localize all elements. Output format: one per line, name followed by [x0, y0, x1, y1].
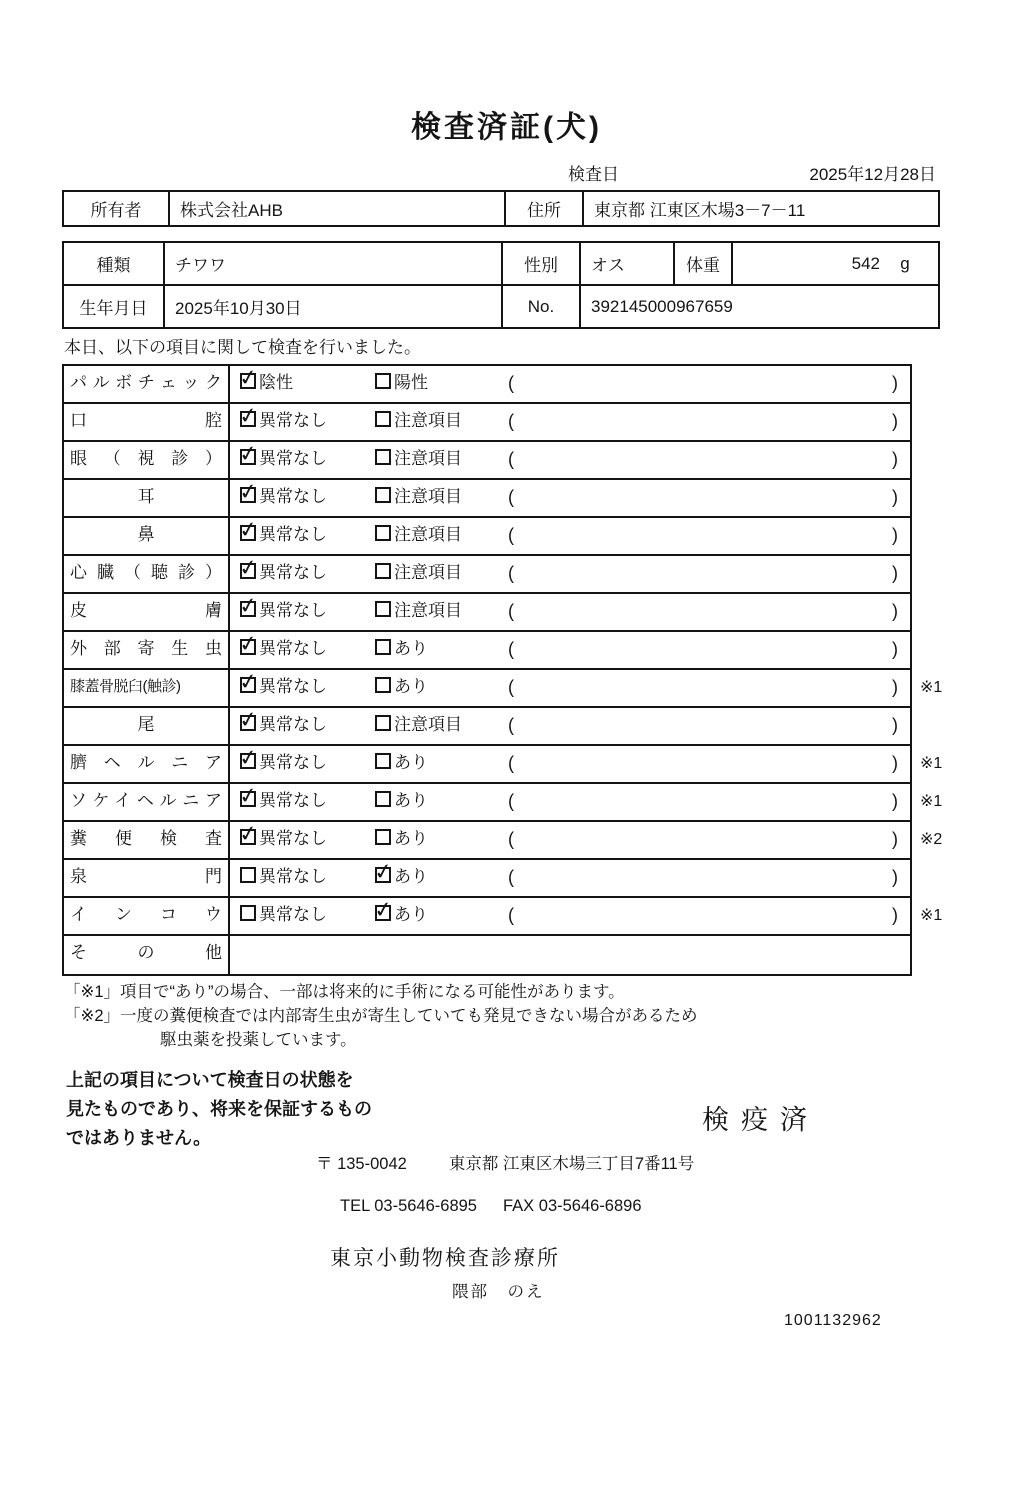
checkbox-icon — [375, 677, 391, 693]
checkbox-checked-icon — [237, 819, 260, 848]
check-option-label: あり — [394, 677, 428, 696]
check-item-label: 口腔 — [64, 404, 230, 440]
paren-close: ) — [892, 373, 898, 393]
check-option — [237, 439, 327, 476]
inspection-date-label: 検査日 — [568, 165, 619, 184]
breed-label: 種類 — [64, 243, 165, 284]
check-item-label: 眼（視診） — [64, 442, 230, 478]
check-row-content — [230, 705, 910, 744]
check-option — [237, 743, 327, 780]
check-item-label: 尾 — [64, 708, 230, 744]
check-option-label: あり — [394, 829, 428, 848]
check-option — [372, 857, 428, 894]
checkbox-checked-icon — [372, 857, 395, 886]
check-option — [375, 746, 428, 780]
check-row-content — [230, 515, 910, 554]
checkbox-icon — [375, 563, 391, 579]
check-row — [64, 743, 943, 784]
check-option-label: 注意項目 — [394, 487, 462, 506]
check-option-label: 異常なし — [259, 905, 327, 924]
disclaimer-line-3: ではありません。 — [66, 1128, 212, 1148]
check-item-label: 膝蓋骨脱臼(触診) — [64, 670, 230, 706]
paren-open: ( — [508, 449, 514, 469]
check-row — [64, 477, 910, 518]
paren-close: ) — [892, 525, 898, 545]
check-option — [375, 442, 462, 476]
owner-value: 株式会社AHB — [170, 192, 506, 225]
checkbox-checked-icon — [237, 667, 260, 696]
check-row — [64, 553, 910, 594]
paren-close: ) — [892, 715, 898, 735]
paren-open: ( — [508, 411, 514, 431]
pet-table-row-1 — [64, 243, 938, 286]
paren-open: ( — [508, 753, 514, 773]
check-row-content — [230, 936, 910, 974]
check-option — [240, 898, 327, 932]
weight-label: 体重 — [675, 243, 733, 284]
checkbox-checked-icon — [237, 705, 260, 734]
check-row — [64, 515, 910, 556]
checkbox-icon — [375, 373, 391, 389]
inspection-date-value: 2025年12月28日 — [809, 165, 936, 184]
check-option-label: あり — [394, 639, 428, 658]
row-note: ※1 — [920, 679, 943, 696]
checkbox-checked-icon — [237, 629, 260, 658]
check-option — [375, 404, 462, 438]
number-value: 392145000967659 — [591, 296, 733, 316]
check-item-label: 心臓（聴診） — [64, 556, 230, 592]
check-mark-icon: ✓ — [237, 781, 260, 810]
check-item-label: 皮膚 — [64, 594, 230, 630]
check-row-content — [230, 629, 910, 668]
postal-code: 〒 135-0042 — [316, 1155, 407, 1173]
weight-value: 542 — [851, 253, 880, 273]
birthdate-label: 生年月日 — [64, 286, 165, 327]
paren-open: ( — [508, 639, 514, 659]
check-option-label: 異常なし — [259, 867, 327, 886]
paren-open: ( — [508, 829, 514, 849]
check-option — [237, 705, 327, 742]
footer-telfax-row — [340, 1197, 642, 1216]
birthdate-value: 2025年10月30日 — [165, 286, 503, 327]
check-option-label: 異常なし — [259, 791, 327, 810]
checkbox-icon — [375, 411, 391, 427]
checkbox-icon — [375, 791, 391, 807]
check-mark-icon: ✓ — [372, 895, 395, 924]
check-option — [237, 477, 327, 514]
check-mark-icon: ✓ — [237, 363, 260, 392]
footnote-3: 駆虫薬を投薬しています。 — [160, 1031, 357, 1049]
check-option-label: 異常なし — [259, 753, 327, 772]
check-option — [375, 632, 428, 666]
check-row — [64, 629, 910, 670]
row-note: ※1 — [920, 907, 943, 924]
check-option — [375, 708, 462, 742]
check-option — [237, 515, 327, 552]
check-option-label: 注意項目 — [394, 563, 462, 582]
check-option — [237, 781, 327, 818]
breed-value: チワワ — [165, 243, 503, 284]
checkbox-icon — [375, 715, 391, 731]
paren-close: ) — [892, 487, 898, 507]
quarantine-stamp: 検疫済 — [702, 1105, 819, 1135]
check-option — [375, 670, 428, 704]
check-option-label: あり — [394, 905, 428, 924]
check-option — [375, 594, 462, 628]
check-option — [240, 860, 327, 894]
paren-open: ( — [508, 373, 514, 393]
row-note: ※1 — [920, 755, 943, 772]
check-row — [64, 591, 910, 632]
checkbox-checked-icon — [237, 743, 260, 772]
checkbox-icon — [375, 829, 391, 845]
check-mark-icon: ✓ — [237, 629, 260, 658]
check-item-label: その他 — [64, 936, 230, 974]
check-option-label: 異常なし — [259, 563, 327, 582]
check-option — [375, 480, 462, 514]
check-item-label: 鼻 — [64, 518, 230, 554]
check-item-label: 耳 — [64, 480, 230, 516]
check-option-label: 陽性 — [394, 373, 428, 392]
check-mark-icon: ✓ — [237, 477, 260, 506]
check-mark-icon: ✓ — [237, 667, 260, 696]
page-title: 検査済証(犬) — [411, 111, 602, 144]
serial-number: 1001132962 — [784, 1312, 882, 1329]
checkbox-checked-icon — [237, 439, 260, 468]
check-option-label: 異常なし — [259, 525, 327, 544]
checkbox-checked-icon — [237, 591, 260, 620]
paren-open: ( — [508, 715, 514, 735]
check-row — [64, 857, 910, 898]
paren-close: ) — [892, 791, 898, 811]
paren-open: ( — [508, 677, 514, 697]
check-row — [64, 667, 943, 708]
checkbox-checked-icon — [372, 895, 395, 924]
check-option-label: 異常なし — [259, 601, 327, 620]
check-option-label: 異常なし — [259, 829, 327, 848]
paren-close: ) — [892, 639, 898, 659]
paren-open: ( — [508, 563, 514, 583]
check-option-label: 注意項目 — [394, 601, 462, 620]
check-mark-icon: ✓ — [237, 553, 260, 582]
intro-text: 本日、以下の項目に関して検査を行いました。 — [64, 338, 421, 357]
check-row-content — [230, 553, 910, 592]
paren-close: ) — [892, 753, 898, 773]
footer-address-row — [316, 1150, 694, 1174]
footer-address: 東京都 江東区木場三丁目7番11号 — [448, 1155, 695, 1173]
check-mark-icon: ✓ — [237, 705, 260, 734]
address-label: 住所 — [506, 192, 584, 225]
check-item-label: 泉門 — [64, 860, 230, 896]
check-row — [64, 936, 910, 974]
check-row — [64, 705, 910, 746]
paren-open: ( — [508, 487, 514, 507]
inspection-date-row — [568, 160, 936, 185]
footnote-1: 「※1」項目で“あり”の場合、一部は将来的に手術になる可能性があります。 — [64, 983, 625, 1001]
disclaimer-line-1: 上記の項目について検査日の状態を — [66, 1070, 354, 1090]
check-row — [64, 781, 943, 822]
checkbox-checked-icon — [237, 401, 260, 430]
check-option-label: あり — [394, 867, 428, 886]
paren-close: ) — [892, 905, 898, 925]
checkbox-icon — [375, 753, 391, 769]
check-mark-icon: ✓ — [237, 743, 260, 772]
check-item-label: パルボチェック — [64, 366, 230, 402]
paren-close: ) — [892, 449, 898, 469]
inspection-table — [62, 363, 943, 976]
checkbox-icon — [375, 487, 391, 503]
owner-table — [62, 190, 940, 227]
weight-cell — [733, 243, 938, 284]
check-row-content — [230, 819, 910, 858]
paren-open: ( — [508, 867, 514, 887]
paren-close: ) — [892, 563, 898, 583]
check-option-label: あり — [394, 753, 428, 772]
paren-close: ) — [892, 867, 898, 887]
paren-close: ) — [892, 677, 898, 697]
checkbox-icon — [375, 525, 391, 541]
row-note: ※2 — [920, 831, 943, 848]
examiner-name: 隈部 のえ — [452, 1283, 545, 1301]
check-option — [237, 629, 327, 666]
check-option — [375, 784, 428, 818]
paren-close: ) — [892, 829, 898, 849]
check-option — [237, 667, 327, 704]
check-item-label: インコウ — [64, 898, 230, 934]
weight-unit: g — [900, 253, 910, 273]
paren-open: ( — [508, 525, 514, 545]
checkbox-icon — [375, 639, 391, 655]
check-row-content — [230, 401, 910, 440]
check-row-content — [230, 781, 910, 820]
check-row — [64, 363, 910, 404]
disclaimer-text — [66, 1066, 372, 1153]
check-row — [64, 819, 943, 860]
check-row — [64, 401, 910, 442]
check-row-content — [230, 743, 910, 782]
paren-open: ( — [508, 905, 514, 925]
check-row-content — [230, 667, 910, 706]
pet-table-row-2 — [64, 286, 938, 327]
paren-open: ( — [508, 791, 514, 811]
check-option — [237, 591, 327, 628]
check-item-label: 外部寄生虫 — [64, 632, 230, 668]
check-option — [375, 556, 462, 590]
row-note: ※1 — [920, 793, 943, 810]
paren-close: ) — [892, 411, 898, 431]
paren-close: ) — [892, 601, 898, 621]
fax-number: FAX 03-5646-6896 — [503, 1197, 642, 1215]
check-option — [237, 553, 327, 590]
footnotes — [64, 980, 698, 1052]
footnote-2: 「※2」一度の糞便検査では内部寄生虫が寄生していても発見できない場合があるため — [64, 1007, 698, 1025]
sex-label: 性別 — [503, 243, 581, 284]
check-option-label: 注意項目 — [394, 449, 462, 468]
disclaimer-line-2: 見たものであり、将来を保証するもの — [66, 1099, 372, 1119]
checkbox-checked-icon — [237, 515, 260, 544]
checkbox-checked-icon — [237, 553, 260, 582]
check-option-label: 異常なし — [259, 715, 327, 734]
check-option — [237, 819, 327, 856]
check-option-label: 異常なし — [259, 487, 327, 506]
checkbox-icon — [240, 905, 256, 921]
checkbox-checked-icon — [237, 781, 260, 810]
check-mark-icon: ✓ — [237, 401, 260, 430]
check-mark-icon: ✓ — [237, 819, 260, 848]
check-mark-icon: ✓ — [237, 439, 260, 468]
checkbox-checked-icon — [237, 477, 260, 506]
check-item-label: ソケイヘルニア — [64, 784, 230, 820]
check-option — [375, 366, 428, 400]
check-option — [375, 822, 428, 856]
check-row-content — [230, 439, 910, 478]
check-mark-icon: ✓ — [372, 857, 395, 886]
number-label: No. — [503, 286, 581, 327]
check-option-label: 異常なし — [259, 411, 327, 430]
check-mark-icon: ✓ — [237, 591, 260, 620]
owner-label: 所有者 — [64, 192, 170, 225]
check-option — [375, 518, 462, 552]
check-option-label: 異常なし — [259, 677, 327, 696]
check-option-label: 異常なし — [259, 449, 327, 468]
tel-number: TEL 03-5646-6895 — [340, 1197, 477, 1215]
check-mark-icon: ✓ — [237, 515, 260, 544]
check-option-label: 注意項目 — [394, 525, 462, 544]
check-item-label: 臍ヘルニア — [64, 746, 230, 782]
check-option-label: あり — [394, 791, 428, 810]
check-row-content — [230, 857, 910, 896]
check-row — [64, 439, 910, 480]
sex-value: オス — [581, 243, 675, 284]
paren-open: ( — [508, 601, 514, 621]
clinic-name: 東京小動物検査診療所 — [330, 1247, 560, 1270]
check-row-content — [230, 363, 910, 402]
checkbox-checked-icon — [237, 363, 260, 392]
checkbox-icon — [240, 867, 256, 883]
check-row-content — [230, 477, 910, 516]
check-option — [237, 363, 293, 400]
check-row-content — [230, 895, 910, 934]
check-row-content — [230, 591, 910, 630]
check-option-label: 注意項目 — [394, 411, 462, 430]
check-option — [372, 895, 428, 932]
check-item-label: 糞便検査 — [64, 822, 230, 858]
check-option-label: 注意項目 — [394, 715, 462, 734]
checkbox-icon — [375, 601, 391, 617]
pet-table — [62, 241, 940, 329]
check-option — [237, 401, 327, 438]
check-option-label: 陰性 — [259, 373, 293, 392]
check-option-label: 異常なし — [259, 639, 327, 658]
address-value: 東京都 江東区木場3－7－11 — [594, 201, 806, 220]
check-row — [64, 895, 943, 936]
checkbox-icon — [375, 449, 391, 465]
